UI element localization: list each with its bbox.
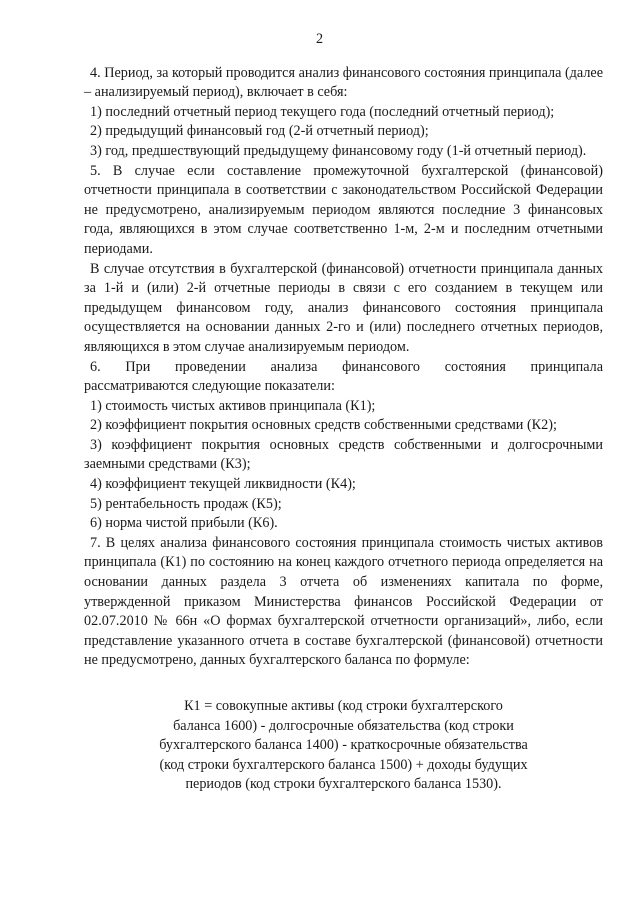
formula-line-2: баланса 1600) - долгосрочные обязательства (код строки xyxy=(173,717,514,734)
paragraph-5-continuation: В случае отсутствия в бухгалтерской (финансовой) отчетности принципала данных за 1-й и (или) 2-й отчетные периоды в связи с его созданием в текущем или предыдущем финансовом году, анализ финансового состояния принципала осуществляется на основании данных 2-го и (или) последнего отчетных периодов, являющихся в этом случае анализируемым периодом. xyxy=(84,260,603,355)
paragraph-6-item-3: 3) коэффициент покрытия основных средств собственными и долгосрочными заемными средствами (К3); xyxy=(84,436,603,473)
formula-line-1: К1 = совокупные активы (код строки бухгалтерского xyxy=(184,698,503,714)
paragraph-4-item-3: 3) год, предшествующий предыдущему финансовому году (1-й отчетный период). xyxy=(90,142,587,159)
paragraph-6-item-6: 6) норма чистой прибыли (К6). xyxy=(90,515,278,532)
page-number: 2 xyxy=(315,31,324,47)
paragraph-6-item-1: 1) стоимость чистых активов принципала (К1); xyxy=(90,397,376,414)
formula-line-5: периодов (код строки бухгалтерского баланса 1530). xyxy=(185,776,502,793)
paragraph-7: 7. В целях анализа финансового состояния принципала стоимость чистых активов принципала (К1) по состоянию на конец каждого отчетного периода определяется на основании данных раздела 3 отчета об изменениях капитала по форме, утвержденной приказом Министерства финансов Российской Федерации от 02.07.2010 № 66н «О формах бухгалтерской отчетности организаций», либо, если представление указанного отчета в составе бухгалтерской (финансовой) отчетности не предусмотрено, данных бухгалтерского баланса по формуле: xyxy=(84,534,603,669)
paragraph-6-item-2: 2) коэффициент покрытия основных средств собственными средствами (К2); xyxy=(90,417,557,434)
formula-line-4: (код строки бухгалтерского баланса 1500) + доходы будущих xyxy=(159,756,528,773)
paragraph-4-item-1: 1) последний отчетный период текущего года (последний отчетный период); xyxy=(90,103,555,120)
paragraph-6-line-1: 6. При проведении анализа финансового состояния принципала xyxy=(90,358,603,375)
paragraph-6-item-5: 5) рентабельность продаж (К5); xyxy=(90,495,282,512)
k1-formula xyxy=(84,697,603,795)
paragraph-5: 5. В случае если составление промежуточной бухгалтерской (финансовой) отчетности принципала в соответствии с законодательством Российской Федерации не предусмотрено, анализируемым периодом являются последние 3 финансовых года, являющихся в этом случае соответственно 1-м, 2-м и последним отчетными периодами. xyxy=(84,162,603,257)
paragraph-6-line-2: рассматриваются следующие показатели: xyxy=(84,378,335,395)
paragraph-6-item-4: 4) коэффициент текущей ликвидности (К4); xyxy=(90,476,356,493)
paragraph-4-item-2: 2) предыдущий финансовый год (2-й отчетный период); xyxy=(90,123,429,140)
paragraph-4-intro: 4. Период, за который проводится анализ финансового состояния принципала (далее – анализируемый период), включает в себя: xyxy=(84,64,603,101)
formula-line-3: бухгалтерского баланса 1400) - краткосрочные обязательства xyxy=(159,737,528,754)
